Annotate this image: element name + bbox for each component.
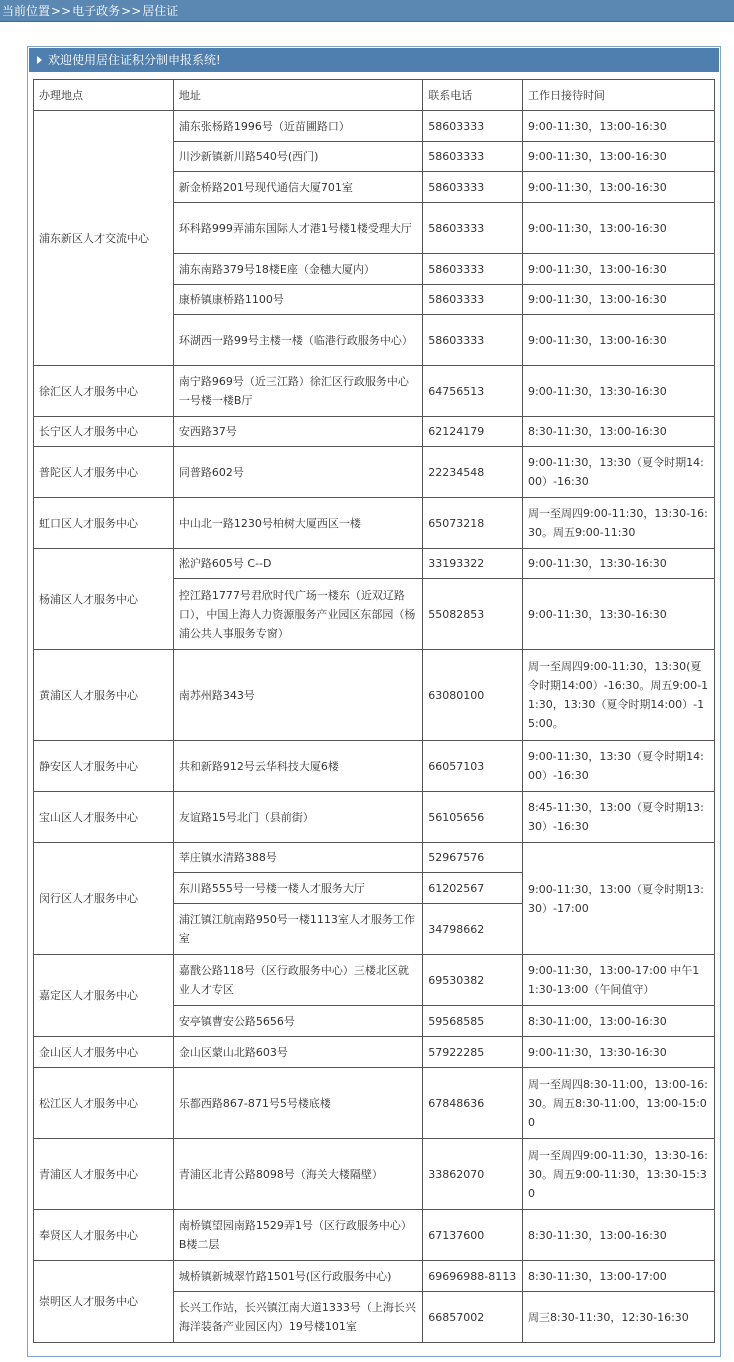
cell-phone: 34798662 <box>423 904 523 955</box>
cell-hours: 9:00-11:30，13:30-16:30 <box>523 549 715 579</box>
table-row <box>34 366 715 417</box>
cell-hours: 9:00-11:30，13:00-16:30 <box>523 203 715 254</box>
cell-center: 金山区人才服务中心 <box>34 1037 174 1068</box>
cell-hours: 8:30-11:30，13:00-16:30 <box>523 1210 715 1261</box>
cell-center: 长宁区人才服务中心 <box>34 417 174 447</box>
table-row <box>34 1037 715 1068</box>
cell-address: 东川路555号一号楼一楼人才服务大厅 <box>173 873 422 904</box>
cell-address: 新金桥路201号现代通信大厦701室 <box>173 172 422 203</box>
cell-address: 莘庄镇水清路388号 <box>173 843 422 873</box>
cell-center: 徐汇区人才服务中心 <box>34 366 174 417</box>
cell-address: 浦东南路379号18楼E座（金穗大厦内） <box>173 254 422 285</box>
table-row <box>34 955 715 1006</box>
cell-address: 城桥镇新城翠竹路1501号(区行政服务中心) <box>173 1261 422 1292</box>
cell-hours: 周一至周四9:00-11:30，13:30(夏令时期14:00）-16:30。周五9:00-11:30，13:30（夏令时期14:00）-15:00。 <box>523 650 715 741</box>
cell-hours: 周一至周四8:30-11:00，13:00-16:30。周五8:30-11:00，13:00-15:00 <box>523 1068 715 1139</box>
cell-hours: 9:00-11:30，13:00-16:30 <box>523 142 715 172</box>
cell-hours: 周三8:30-11:30，12:30-16:30 <box>523 1292 715 1343</box>
table-row <box>34 498 715 549</box>
table-row <box>34 741 715 792</box>
cell-center: 奉贤区人才服务中心 <box>34 1210 174 1261</box>
breadcrumb-residence-link[interactable]: 居住证 <box>142 4 179 18</box>
cell-address: 环湖西一路99号主楼一楼（临港行政服务中心） <box>173 315 422 366</box>
cell-hours: 周一至周四9:00-11:30，13:30-16:30。周五9:00-11:30，13:30-15:30 <box>523 1139 715 1210</box>
cell-center: 虹口区人才服务中心 <box>34 498 174 549</box>
header-address: 地址 <box>173 80 422 111</box>
cell-hours: 9:00-11:30，13:00-16:30 <box>523 315 715 366</box>
panel-header <box>29 48 719 72</box>
cell-hours: 9:00-11:30，13:30（夏令时期14:00）-16:30 <box>523 447 715 498</box>
cell-address: 淞沪路605号 C--D <box>173 549 422 579</box>
breadcrumb-egov-link[interactable]: 电子政务 <box>72 4 121 18</box>
breadcrumb <box>0 0 734 22</box>
cell-phone: 55082853 <box>423 579 523 650</box>
content-panel <box>27 46 721 1357</box>
cell-address: 共和新路912号云华科技大厦6楼 <box>173 741 422 792</box>
cell-phone: 62124179 <box>423 417 523 447</box>
table-row <box>34 650 715 741</box>
cell-center: 普陀区人才服务中心 <box>34 447 174 498</box>
table-row <box>34 549 715 579</box>
cell-phone: 65073218 <box>423 498 523 549</box>
cell-phone: 64756513 <box>423 366 523 417</box>
cell-hours: 9:00-11:30，13:00-16:30 <box>523 285 715 315</box>
cell-address: 金山区蒙山北路603号 <box>173 1037 422 1068</box>
cell-address: 青浦区北青公路8098号（海关大楼隔壁） <box>173 1139 422 1210</box>
table-row <box>34 111 715 142</box>
cell-address: 南苏州路343号 <box>173 650 422 741</box>
cell-phone: 66057103 <box>423 741 523 792</box>
table-row <box>34 1068 715 1139</box>
header-location: 办理地点 <box>34 80 174 111</box>
cell-phone: 69696988-8113 <box>423 1261 523 1292</box>
cell-address: 嘉戬公路118号（区行政服务中心）三楼北区就业人才专区 <box>173 955 422 1006</box>
cell-address: 浦江镇江航南路950号一楼1113室人才服务工作室 <box>173 904 422 955</box>
cell-hours: 周一至周四9:00-11:30，13:30-16:30。周五9:00-11:30 <box>523 498 715 549</box>
cell-phone: 22234548 <box>423 447 523 498</box>
cell-phone: 58603333 <box>423 285 523 315</box>
cell-center: 杨浦区人才服务中心 <box>34 549 174 650</box>
cell-phone: 59568585 <box>423 1006 523 1037</box>
cell-center: 青浦区人才服务中心 <box>34 1139 174 1210</box>
cell-hours: 8:30-11:00，13:00-16:30 <box>523 1006 715 1037</box>
service-center-table <box>33 79 715 1343</box>
cell-center: 崇明区人才服务中心 <box>34 1261 174 1343</box>
cell-hours: 9:00-11:30，13:30-16:30 <box>523 579 715 650</box>
cell-center: 宝山区人才服务中心 <box>34 792 174 843</box>
cell-phone: 66857002 <box>423 1292 523 1343</box>
cell-phone: 52967576 <box>423 843 523 873</box>
cell-phone: 58603333 <box>423 142 523 172</box>
cell-phone: 67137600 <box>423 1210 523 1261</box>
cell-hours: 9:00-11:30，13:30（夏令时期14:00）-16:30 <box>523 741 715 792</box>
cell-center: 浦东新区人才交流中心 <box>34 111 174 366</box>
cell-center: 闵行区人才服务中心 <box>34 843 174 955</box>
table-row <box>34 843 715 873</box>
cell-address: 安西路37号 <box>173 417 422 447</box>
cell-phone: 33862070 <box>423 1139 523 1210</box>
table-row <box>34 1210 715 1261</box>
cell-address: 控江路1777号君欣时代广场一楼东（近双辽路口），中国上海人力资源服务产业园区东部园（杨浦公共人事服务专窗） <box>173 579 422 650</box>
table-body <box>34 111 715 1343</box>
table-row <box>34 1261 715 1292</box>
cell-address: 南桥镇望园南路1529弄1号（区行政服务中心）B楼二层 <box>173 1210 422 1261</box>
cell-address: 友谊路15号北门（县前街） <box>173 792 422 843</box>
cell-phone: 33193322 <box>423 549 523 579</box>
cell-hours: 9:00-11:30，13:00-16:30 <box>523 254 715 285</box>
cell-hours: 9:00-11:30，13:30-16:30 <box>523 1037 715 1068</box>
cell-phone: 69530382 <box>423 955 523 1006</box>
cell-hours: 8:30-11:30，13:00-17:00 <box>523 1261 715 1292</box>
cell-phone: 57922285 <box>423 1037 523 1068</box>
cell-phone: 56105656 <box>423 792 523 843</box>
cell-address: 长兴工作站，长兴镇江南大道1333号（上海长兴海洋装备产业园区内）19号楼101室 <box>173 1292 422 1343</box>
cell-address: 安亭镇曹安公路5656号 <box>173 1006 422 1037</box>
breadcrumb-separator: >> <box>51 4 72 18</box>
cell-hours: 9:00-11:30，13:00-17:00 中午11:30-13:00（午间值守） <box>523 955 715 1006</box>
table-row <box>34 1139 715 1210</box>
cell-hours: 9:00-11:30，13:30-16:30 <box>523 366 715 417</box>
cell-phone: 61202567 <box>423 873 523 904</box>
cell-phone: 63080100 <box>423 650 523 741</box>
table-header-row <box>34 80 715 111</box>
cell-address: 乐都西路867-871号5号楼底楼 <box>173 1068 422 1139</box>
cell-address: 环科路999弄浦东国际人才港1号楼1楼受理大厅 <box>173 203 422 254</box>
cell-phone: 58603333 <box>423 111 523 142</box>
cell-hours: 8:45-11:30，13:00（夏令时期13:30）-16:30 <box>523 792 715 843</box>
cell-address: 南宁路969号（近三江路）徐汇区行政服务中心一号楼一楼B厅 <box>173 366 422 417</box>
header-hours: 工作日接待时间 <box>523 80 715 111</box>
cell-phone: 58603333 <box>423 315 523 366</box>
panel-title: 欢迎使用居住证积分制申报系统! <box>48 53 221 67</box>
cell-phone: 58603333 <box>423 254 523 285</box>
cell-address: 同普路602号 <box>173 447 422 498</box>
cell-phone: 58603333 <box>423 203 523 254</box>
table-row <box>34 417 715 447</box>
breadcrumb-separator: >> <box>121 4 142 18</box>
cell-hours: 8:30-11:30，13:00-16:30 <box>523 417 715 447</box>
breadcrumb-home-link[interactable]: 当前位置 <box>2 4 51 18</box>
cell-address: 川沙新镇新川路540号(西门) <box>173 142 422 172</box>
cell-hours: 9:00-11:30，13:00（夏令时期13:30）-17:00 <box>523 843 715 955</box>
cell-phone: 67848636 <box>423 1068 523 1139</box>
cell-center: 嘉定区人才服务中心 <box>34 955 174 1037</box>
cell-center: 静安区人才服务中心 <box>34 741 174 792</box>
cell-hours: 9:00-11:30，13:00-16:30 <box>523 111 715 142</box>
triangle-right-icon <box>37 56 42 64</box>
cell-hours: 9:00-11:30，13:00-16:30 <box>523 172 715 203</box>
cell-address: 中山北一路1230号柏树大厦西区一楼 <box>173 498 422 549</box>
cell-center: 松江区人才服务中心 <box>34 1068 174 1139</box>
cell-phone: 58603333 <box>423 172 523 203</box>
cell-center: 黄浦区人才服务中心 <box>34 650 174 741</box>
cell-address: 康桥镇康桥路1100号 <box>173 285 422 315</box>
cell-address: 浦东张杨路1996号（近苗圃路口） <box>173 111 422 142</box>
table-row <box>34 792 715 843</box>
table-row <box>34 447 715 498</box>
header-phone: 联系电话 <box>423 80 523 111</box>
